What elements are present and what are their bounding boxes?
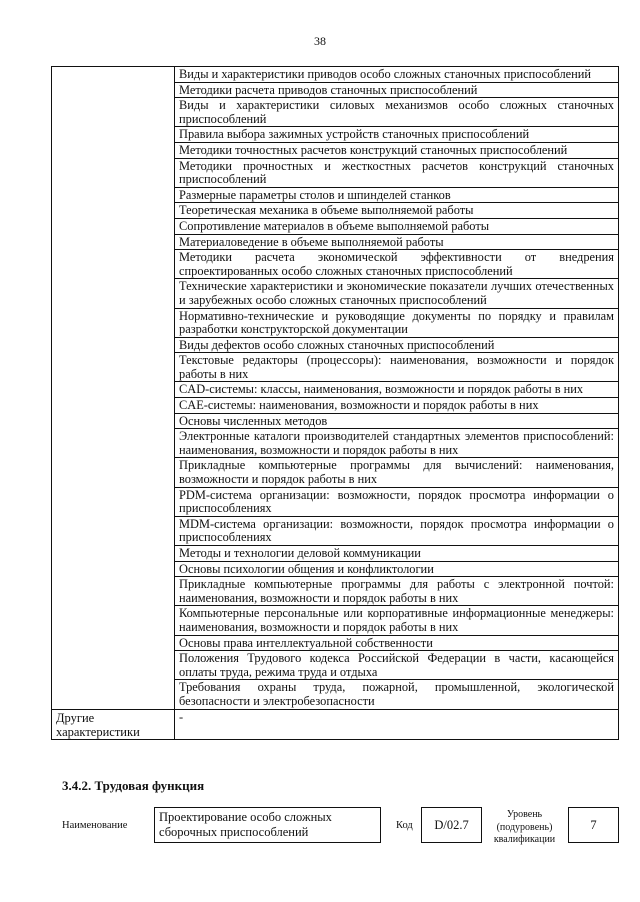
knowledge-item: Методики расчета приводов станочных приспособлений: [175, 82, 619, 98]
knowledge-item: Требования охраны труда, пожарной, промышленной, экологической безопасности и электробезопасности: [175, 680, 619, 709]
knowledge-left-cell: [52, 67, 175, 710]
knowledge-item: Виды и характеристики силовых механизмов особо сложных станочных приспособлений: [175, 98, 619, 127]
knowledge-item: Прикладные компьютерные программы для вычислений: наименования, возможности и порядок работы в них: [175, 458, 619, 487]
knowledge-item: Методы и технологии деловой коммуникации: [175, 546, 619, 562]
knowledge-item: CAD-системы: классы, наименования, возможности и порядок работы в них: [175, 382, 619, 398]
knowledge-item: Размерные параметры столов и шпинделей станков: [175, 187, 619, 203]
knowledge-item: Виды и характеристики приводов особо сложных станочных приспособлений: [175, 67, 619, 83]
knowledge-item: Основы права интеллектуальной собственности: [175, 635, 619, 651]
knowledge-item: Методики точностных расчетов конструкций станочных приспособлений: [175, 142, 619, 158]
knowledge-item: Материаловедение в объеме выполняемой работы: [175, 234, 619, 250]
knowledge-item: CAE-системы: наименования, возможности и порядок работы в них: [175, 398, 619, 414]
knowledge-item: Основы психологии общения и конфликтологии: [175, 561, 619, 577]
knowledge-item: Теоретическая механика в объеме выполняемой работы: [175, 203, 619, 219]
knowledge-item: Основы численных методов: [175, 413, 619, 429]
other-characteristics-label: Другие характеристики: [52, 709, 175, 739]
name-label: Наименование: [62, 820, 128, 831]
knowledge-item: Правила выбора зажимных устройств станочных приспособлений: [175, 127, 619, 143]
code-label: Код: [396, 820, 413, 831]
knowledge-row: [52, 67, 619, 83]
knowledge-item: Технические характеристики и экономические показатели лучших отечественных и зарубежных особо сложных станочных приспособлений: [175, 279, 619, 308]
knowledge-table: [51, 66, 619, 740]
knowledge-item: Виды дефектов особо сложных станочных приспособлений: [175, 337, 619, 353]
knowledge-item: Методики расчета экономической эффективности от внедрения спроектированных особо сложных станочных приспособлений: [175, 250, 619, 279]
section-heading: 3.4.2. Трудовая функция: [62, 778, 205, 793]
knowledge-item: Текстовые редакторы (процессоры): наименования, возможности и порядок работы в них: [175, 353, 619, 382]
other-characteristics-value: -: [175, 709, 619, 739]
knowledge-item: Прикладные компьютерные программы для работы с электронной почтой: наименования, возможности и порядок работы в них: [175, 577, 619, 606]
function-name-box: Проектирование особо сложных сборочных приспособлений: [154, 807, 381, 843]
knowledge-item: Положения Трудового кодекса Российской Федерации в части, касающейся оплаты труда, режима труда и отдыха: [175, 651, 619, 680]
level-label: Уровень (подуровень) квалификации: [493, 809, 556, 845]
level-box: 7: [568, 807, 619, 843]
other-characteristics-row: [52, 709, 619, 739]
knowledge-item: MDM-система организации: возможности, порядок просмотра информации о приспособлениях: [175, 516, 619, 545]
knowledge-item: Нормативно-технические и руководящие документы по порядку и правилам разработки конструкторской документации: [175, 308, 619, 337]
page-number: 38: [314, 34, 326, 48]
knowledge-item: Электронные каталоги производителей стандартных элементов приспособлений: наименования, возможности и порядок работы в них: [175, 429, 619, 458]
knowledge-item: Сопротивление материалов в объеме выполняемой работы: [175, 218, 619, 234]
knowledge-item: PDM-система организации: возможности, порядок просмотра информации о приспособлениях: [175, 487, 619, 516]
code-box: D/02.7: [421, 807, 482, 843]
knowledge-item: Компьютерные персональные или корпоративные информационные менеджеры: наименования, возможности и порядок работы в них: [175, 606, 619, 635]
knowledge-item: Методики прочностных и жесткостных расчетов конструкций станочных приспособлений: [175, 158, 619, 187]
knowledge-table-body: [52, 67, 619, 740]
